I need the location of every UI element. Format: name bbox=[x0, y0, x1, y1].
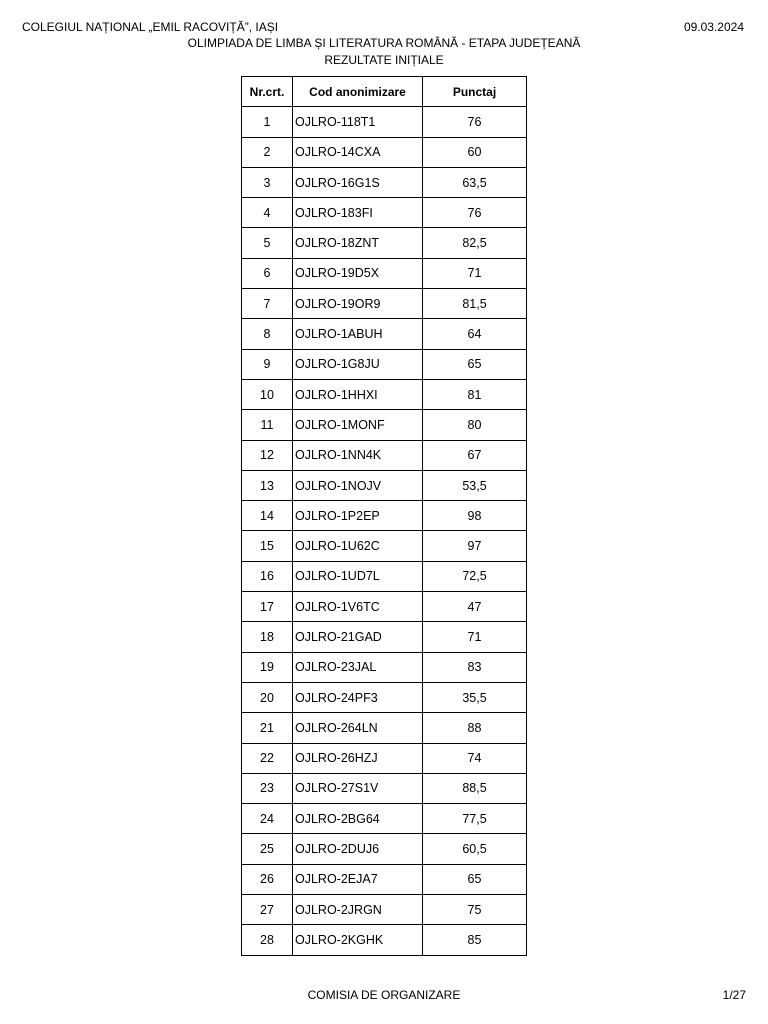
table-row bbox=[242, 167, 527, 197]
table-row bbox=[242, 713, 527, 743]
anonymized-code: OJLRO-19D5X bbox=[293, 258, 423, 288]
row-number: 7 bbox=[242, 289, 293, 319]
table-row bbox=[242, 501, 527, 531]
score: 71 bbox=[423, 622, 527, 652]
anonymized-code: OJLRO-1V6TC bbox=[293, 592, 423, 622]
anonymized-code: OJLRO-264LN bbox=[293, 713, 423, 743]
anonymized-code: OJLRO-21GAD bbox=[293, 622, 423, 652]
row-number: 11 bbox=[242, 410, 293, 440]
score: 65 bbox=[423, 864, 527, 894]
anonymized-code: OJLRO-16G1S bbox=[293, 167, 423, 197]
row-number: 23 bbox=[242, 773, 293, 803]
row-number: 22 bbox=[242, 743, 293, 773]
row-number: 6 bbox=[242, 258, 293, 288]
table-row bbox=[242, 622, 527, 652]
table-row bbox=[242, 561, 527, 591]
table-row bbox=[242, 773, 527, 803]
row-number: 17 bbox=[242, 592, 293, 622]
table-row bbox=[242, 682, 527, 712]
row-number: 2 bbox=[242, 137, 293, 167]
column-header-score: Punctaj bbox=[423, 77, 527, 107]
anonymized-code: OJLRO-1U62C bbox=[293, 531, 423, 561]
row-number: 8 bbox=[242, 319, 293, 349]
anonymized-code: OJLRO-23JAL bbox=[293, 652, 423, 682]
score: 82,5 bbox=[423, 228, 527, 258]
anonymized-code: OJLRO-14CXA bbox=[293, 137, 423, 167]
row-number: 10 bbox=[242, 379, 293, 409]
column-header-code: Cod anonimizare bbox=[293, 77, 423, 107]
table-row bbox=[242, 319, 527, 349]
page-number: 1/27 bbox=[722, 988, 746, 1002]
row-number: 25 bbox=[242, 834, 293, 864]
row-number: 14 bbox=[242, 501, 293, 531]
table-row bbox=[242, 440, 527, 470]
score: 71 bbox=[423, 258, 527, 288]
results-table-body bbox=[242, 107, 527, 955]
score: 74 bbox=[423, 743, 527, 773]
anonymized-code: OJLRO-2JRGN bbox=[293, 895, 423, 925]
score: 35,5 bbox=[423, 682, 527, 712]
anonymized-code: OJLRO-18ZNT bbox=[293, 228, 423, 258]
row-number: 20 bbox=[242, 682, 293, 712]
row-number: 4 bbox=[242, 198, 293, 228]
table-row bbox=[242, 804, 527, 834]
results-table bbox=[241, 76, 527, 956]
anonymized-code: OJLRO-1NN4K bbox=[293, 440, 423, 470]
row-number: 13 bbox=[242, 470, 293, 500]
document-subtitle: REZULTATE INIȚIALE bbox=[324, 53, 444, 67]
table-row bbox=[242, 470, 527, 500]
table-header-row bbox=[242, 77, 527, 107]
anonymized-code: OJLRO-19OR9 bbox=[293, 289, 423, 319]
score: 81,5 bbox=[423, 289, 527, 319]
score: 97 bbox=[423, 531, 527, 561]
anonymized-code: OJLRO-118T1 bbox=[293, 107, 423, 137]
table-row bbox=[242, 198, 527, 228]
row-number: 3 bbox=[242, 167, 293, 197]
footer-committee: COMISIA DE ORGANIZARE bbox=[307, 988, 461, 1002]
row-number: 1 bbox=[242, 107, 293, 137]
table-row bbox=[242, 652, 527, 682]
row-number: 24 bbox=[242, 804, 293, 834]
row-number: 16 bbox=[242, 561, 293, 591]
table-row bbox=[242, 743, 527, 773]
anonymized-code: OJLRO-183FI bbox=[293, 198, 423, 228]
row-number: 28 bbox=[242, 925, 293, 955]
table-row bbox=[242, 258, 527, 288]
score: 88,5 bbox=[423, 773, 527, 803]
row-number: 19 bbox=[242, 652, 293, 682]
table-row bbox=[242, 592, 527, 622]
anonymized-code: OJLRO-26HZJ bbox=[293, 743, 423, 773]
row-number: 21 bbox=[242, 713, 293, 743]
score: 81 bbox=[423, 379, 527, 409]
table-row bbox=[242, 289, 527, 319]
score: 72,5 bbox=[423, 561, 527, 591]
score: 64 bbox=[423, 319, 527, 349]
document-date: 09.03.2024 bbox=[683, 20, 744, 34]
anonymized-code: OJLRO-1MONF bbox=[293, 410, 423, 440]
table-row bbox=[242, 834, 527, 864]
score: 76 bbox=[423, 198, 527, 228]
row-number: 26 bbox=[242, 864, 293, 894]
table-row bbox=[242, 410, 527, 440]
anonymized-code: OJLRO-1G8JU bbox=[293, 349, 423, 379]
row-number: 5 bbox=[242, 228, 293, 258]
anonymized-code: OJLRO-2DUJ6 bbox=[293, 834, 423, 864]
anonymized-code: OJLRO-2BG64 bbox=[293, 804, 423, 834]
score: 80 bbox=[423, 410, 527, 440]
table-row bbox=[242, 925, 527, 955]
anonymized-code: OJLRO-1UD7L bbox=[293, 561, 423, 591]
anonymized-code: OJLRO-2KGHK bbox=[293, 925, 423, 955]
score: 47 bbox=[423, 592, 527, 622]
score: 85 bbox=[423, 925, 527, 955]
score: 88 bbox=[423, 713, 527, 743]
score: 98 bbox=[423, 501, 527, 531]
table-row bbox=[242, 107, 527, 137]
score: 65 bbox=[423, 349, 527, 379]
anonymized-code: OJLRO-1P2EP bbox=[293, 501, 423, 531]
row-number: 12 bbox=[242, 440, 293, 470]
table-row bbox=[242, 864, 527, 894]
score: 60 bbox=[423, 137, 527, 167]
anonymized-code: OJLRO-1ABUH bbox=[293, 319, 423, 349]
anonymized-code: OJLRO-1HHXI bbox=[293, 379, 423, 409]
row-number: 27 bbox=[242, 895, 293, 925]
anonymized-code: OJLRO-27S1V bbox=[293, 773, 423, 803]
score: 77,5 bbox=[423, 804, 527, 834]
score: 53,5 bbox=[423, 470, 527, 500]
score: 67 bbox=[423, 440, 527, 470]
score: 63,5 bbox=[423, 167, 527, 197]
score: 60,5 bbox=[423, 834, 527, 864]
score: 76 bbox=[423, 107, 527, 137]
table-row bbox=[242, 137, 527, 167]
table-row bbox=[242, 379, 527, 409]
table-row bbox=[242, 228, 527, 258]
table-row bbox=[242, 349, 527, 379]
anonymized-code: OJLRO-24PF3 bbox=[293, 682, 423, 712]
row-number: 15 bbox=[242, 531, 293, 561]
table-row bbox=[242, 531, 527, 561]
row-number: 9 bbox=[242, 349, 293, 379]
institution-name: COLEGIUL NAȚIONAL „EMIL RACOVIȚĂ”, IAȘI bbox=[22, 20, 279, 34]
score: 75 bbox=[423, 895, 527, 925]
anonymized-code: OJLRO-2EJA7 bbox=[293, 864, 423, 894]
anonymized-code: OJLRO-1NOJV bbox=[293, 470, 423, 500]
document-title: OLIMPIADA DE LIMBA ȘI LITERATURA ROMÂNĂ - ETAPA JUDEȚEANĂ bbox=[187, 36, 581, 50]
row-number: 18 bbox=[242, 622, 293, 652]
score: 83 bbox=[423, 652, 527, 682]
column-header-nr: Nr.crt. bbox=[242, 77, 293, 107]
table-row bbox=[242, 895, 527, 925]
